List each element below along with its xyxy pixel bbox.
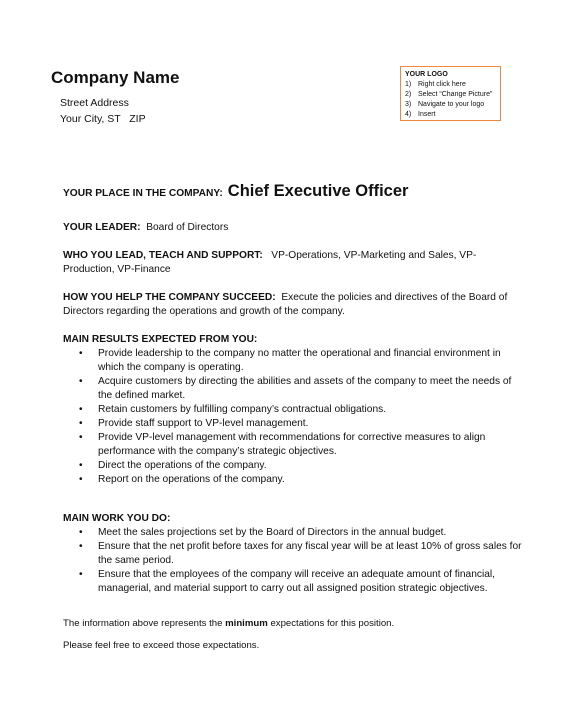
work-list xyxy=(63,526,523,596)
logo-step xyxy=(405,110,496,120)
how-value: Execute the policies and directives of the Board of Directors regarding the operations and growth of the company. xyxy=(63,292,508,317)
company-name: Company Name xyxy=(51,68,180,87)
leader-section xyxy=(63,221,523,235)
how-label: HOW YOU HELP THE COMPANY SUCCEED: xyxy=(63,292,276,303)
city-state-zip: Your City, ST ZIP xyxy=(60,113,146,125)
leader-label: YOUR LEADER: xyxy=(63,222,141,233)
position-label: YOUR PLACE IN THE COMPANY: xyxy=(63,188,223,199)
list-item: • Provide leadership to the company no matter the operational and financial environment in which the company is operating. xyxy=(63,347,523,375)
list-item: • Direct the operations of the company. xyxy=(63,459,523,473)
footer-note-exceed: Please feel free to exceed those expectations. xyxy=(63,640,260,651)
logo-step-number: 1) xyxy=(405,81,412,88)
footer-note-minimum xyxy=(63,618,394,629)
logo-step xyxy=(405,80,496,90)
results-list xyxy=(63,347,523,487)
logo-step-text: Navigate to your logo xyxy=(418,101,485,108)
footer-text: expectations for this position. xyxy=(267,618,395,629)
work-section xyxy=(63,512,523,596)
list-item: • Report on the operations of the company. xyxy=(63,473,523,487)
logo-step-number: 2) xyxy=(405,91,412,98)
who-label: WHO YOU LEAD, TEACH AND SUPPORT: xyxy=(63,250,263,261)
logo-placeholder[interactable] xyxy=(400,66,501,121)
footer-text: The information above represents the xyxy=(63,618,226,629)
footer-emphasis: minimum xyxy=(225,618,268,629)
who-section xyxy=(63,249,523,277)
how-section xyxy=(63,291,523,319)
logo-step-number: 4) xyxy=(405,111,412,118)
logo-step-text: Select “Change Picture” xyxy=(418,91,493,98)
list-item: • Ensure that the net profit before taxes for any fiscal year will be at least 10% of gross sales for the same period. xyxy=(63,540,523,568)
logo-step xyxy=(405,90,496,100)
list-item: • Meet the sales projections set by the Board of Directors in the annual budget. xyxy=(63,526,523,540)
logo-step-text: Right click here xyxy=(418,81,466,88)
logo-title: YOUR LOGO xyxy=(405,71,448,78)
logo-step xyxy=(405,100,496,110)
list-item: • Retain customers by fulfilling company’s contractual obligations. xyxy=(63,403,523,417)
results-section xyxy=(63,333,523,487)
leader-value: Board of Directors xyxy=(146,222,229,233)
logo-step-text: Insert xyxy=(418,111,436,118)
logo-step-number: 3) xyxy=(405,101,412,108)
position-section xyxy=(63,184,523,201)
list-item: • Provide VP-level management with recommendations for corrective measures to align performance with the company’s strategic objectives. xyxy=(63,431,523,459)
list-item: • Acquire customers by directing the abilities and assets of the company to meet the needs of the defined market. xyxy=(63,375,523,403)
who-value: VP-Operations, VP-Marketing and Sales, VP-Production, VP-Finance xyxy=(63,250,477,275)
street-address: Street Address xyxy=(60,97,129,109)
position-title: Chief Executive Officer xyxy=(227,182,409,200)
results-label: MAIN RESULTS EXPECTED FROM YOU: xyxy=(63,334,258,345)
list-item: • Ensure that the employees of the company will receive an adequate amount of financial, managerial, and material support to carry out all assigned position strategic objectives. xyxy=(63,568,523,596)
work-label: MAIN WORK YOU DO: xyxy=(63,513,171,524)
list-item: • Provide staff support to VP-level management. xyxy=(63,417,523,431)
